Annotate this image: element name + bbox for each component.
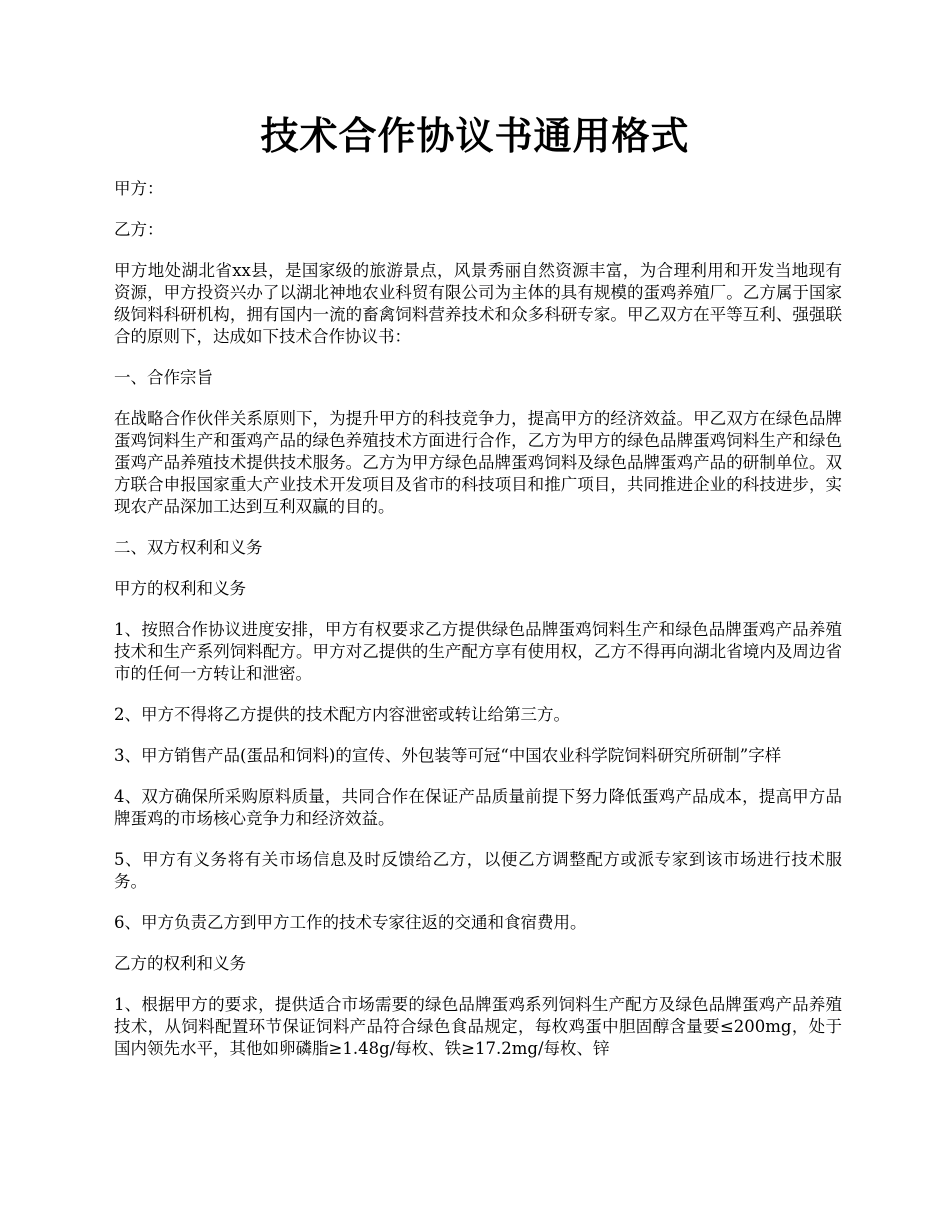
section-heading-purpose: 一、合作宗旨 xyxy=(114,368,213,387)
party-a-clause-5: 5、甲方有义务将有关市场信息及时反馈给乙方，以便乙方调整配方或派专家到该市场进行技术服务。 xyxy=(114,850,842,891)
party-a-line: 甲方： xyxy=(114,179,164,198)
document-body xyxy=(114,178,842,1079)
party-a-clause-6: 6、甲方负责乙方到甲方工作的技术专家往返的交通和食宿费用。 xyxy=(114,913,587,932)
party-b-line: 乙方： xyxy=(114,220,164,239)
purpose-paragraph: 在战略合作伙伴关系原则下，为提升甲方的科技竞争力，提高甲方的经济效益。甲乙双方在绿色品牌蛋鸡饲料生产和蛋鸡产品的绿色养殖技术方面进行合作，乙方为甲方的绿色品牌蛋鸡饲料生产和绿色蛋鸡产品养殖技术提供技术服务。乙方为甲方绿色品牌蛋鸡饲料及绿色品牌蛋鸡产品的研制单位。双方联合申报国家重大产业技术开发项目及省市的科技项目和推广项目，共同推进企业的科技进步，实现农产品深加工达到互利双赢的目的。 xyxy=(114,409,842,516)
subheading-party-a-rights: 甲方的权利和义务 xyxy=(114,579,246,598)
party-b-clause-1: 1、根据甲方的要求，提供适合市场需要的绿色品牌蛋鸡系列饲料生产配方及绿色品牌蛋鸡产品养殖技术，从饲料配置环节保证饲料产品符合绿色食品规定，每枚鸡蛋中胆固醇含量要≤200mg，处于国内领先水平，其他如卵磷脂≥1.48g/每枚、铁≥17.2mg/每枚、锌 xyxy=(114,995,842,1058)
party-a-clause-3: 3、甲方销售产品(蛋品和饲料)的宣传、外包装等可冠“中国农业科学院饲料研究所研制”字样 xyxy=(114,746,782,765)
document-title: 技术合作协议书通用格式 xyxy=(260,113,690,158)
section-heading-rights: 二、双方权利和义务 xyxy=(114,538,263,557)
subheading-party-b-rights: 乙方的权利和义务 xyxy=(114,954,246,973)
intro-paragraph: 甲方地处湖北省xx县，是国家级的旅游景点，风景秀丽自然资源丰富，为合理利用和开发当地现有资源，甲方投资兴办了以湖北神地农业科贸有限公司为主体的具有规模的蛋鸡养殖厂。乙方属于国家级饲料科研机构，拥有国内一流的畜禽饲料营养技术和众多科研专家。甲乙双方在平等互利、强强联合的原则下，达成如下技术合作协议书： xyxy=(114,261,842,346)
party-a-clause-1: 1、按照合作协议进度安排，甲方有权要求乙方提供绿色品牌蛋鸡饲料生产和绿色品牌蛋鸡产品养殖技术和生产系列饲料配方。甲方对乙提供的生产配方享有使用权，乙方不得再向湖北省境内及周边省市的任何一方转让和泄密。 xyxy=(114,620,842,683)
party-a-clause-2: 2、甲方不得将乙方提供的技术配方内容泄密或转让给第三方。 xyxy=(114,705,570,724)
party-a-clause-4: 4、双方确保所采购原料质量，共同合作在保证产品质量前提下努力降低蛋鸡产品成本，提高甲方品牌蛋鸡的市场核心竞争力和经济效益。 xyxy=(114,787,842,828)
